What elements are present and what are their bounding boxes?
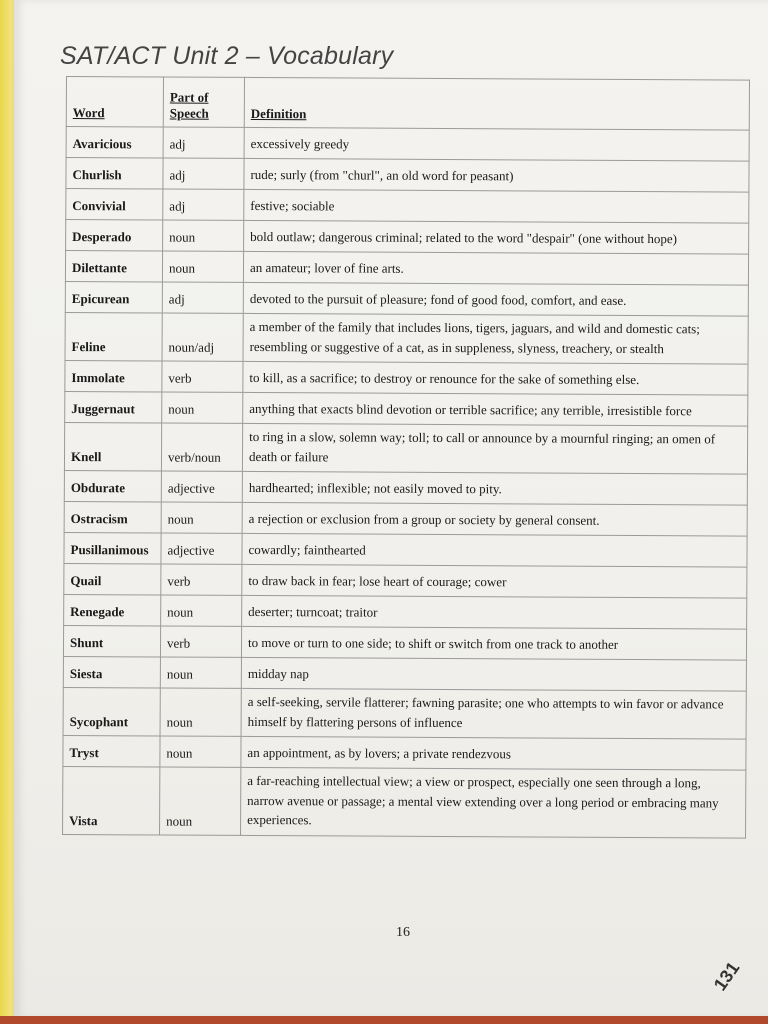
definition: a member of the family that includes lions, tigers, jaguars, and wild and domestic cats; resembling or suggestive of a cat, as in suppleness, slyness, treachery, or stealth [243, 313, 748, 364]
table-row [64, 422, 747, 474]
table-row [63, 766, 746, 837]
vocab-word: Juggernaut [65, 391, 162, 423]
part-of-speech: adj [163, 189, 244, 220]
definition: a far-reaching intellectual view; a view or prospect, especially one seen through a long, narrow avenue or passage; a mental view extending over a long period or embracing many experiences. [241, 767, 746, 837]
vocab-word: Feline [65, 312, 162, 361]
vocab-word: Knell [64, 422, 161, 471]
vocab-word: Tryst [63, 735, 160, 767]
part-of-speech: noun [160, 767, 241, 835]
vocab-word: Dilettante [65, 251, 162, 283]
part-of-speech: adj [162, 282, 243, 313]
part-of-speech: noun [163, 220, 244, 251]
definition: cowardly; fainthearted [242, 533, 747, 567]
vocab-word: Convivial [66, 189, 163, 221]
definition: devoted to the pursuit of pleasure; fond of good food, comfort, and ease. [243, 282, 748, 316]
part-of-speech: adjective [161, 533, 242, 564]
definition: excessively greedy [244, 127, 749, 161]
table-row [64, 563, 747, 598]
part-of-speech: noun [161, 595, 242, 626]
vocab-word: Sycophant [63, 687, 160, 736]
table-row [65, 251, 748, 286]
table-row [65, 360, 748, 395]
vocab-word: Vista [63, 766, 160, 834]
table-row [63, 656, 746, 691]
page-title: SAT/ACT Unit 2 – Vocabulary [60, 42, 394, 70]
definition: an appointment, as by lovers; a private rendezvous [241, 736, 746, 770]
vocab-word: Avaricious [66, 127, 163, 159]
vocab-word: Quail [64, 563, 161, 595]
table-edge [0, 1016, 768, 1024]
part-of-speech: verb [160, 626, 241, 657]
table-row [65, 312, 748, 364]
part-of-speech: noun [162, 392, 243, 423]
part-of-speech: noun [162, 251, 243, 282]
header-word: Word [66, 77, 163, 128]
part-of-speech: verb [162, 361, 243, 392]
table-row [63, 735, 746, 770]
vocab-word: Obdurate [64, 470, 161, 502]
part-of-speech: noun [160, 657, 241, 688]
part-of-speech: noun/adj [162, 313, 243, 361]
part-of-speech: verb/noun [161, 423, 242, 471]
table-row [66, 220, 749, 255]
definition: a rejection or exclusion from a group or society by general consent. [242, 502, 747, 536]
definition: midday nap [241, 657, 746, 691]
header-definition: Definition [244, 77, 749, 130]
table-row [66, 127, 749, 162]
vocabulary-table [62, 76, 750, 838]
page-number: 16 [396, 925, 410, 940]
definition: to move or turn to one side; to shift or switch from one track to another [241, 626, 746, 660]
definition: hardhearted; inflexible; not easily moved to pity. [242, 471, 747, 505]
definition: anything that exacts blind devotion or terrible sacrifice; any terrible, irresistible force [243, 392, 748, 426]
definition: rude; surly (from "churl", an old word for peasant) [244, 158, 749, 192]
part-of-speech: adj [163, 158, 244, 189]
vocab-word: Churlish [66, 158, 163, 190]
definition: festive; sociable [244, 189, 749, 223]
vocab-word: Desperado [66, 220, 163, 252]
handwritten-mark: 131 [709, 958, 744, 995]
definition: bold outlaw; dangerous criminal; related to the word "despair" (one without hope) [244, 220, 749, 254]
header-part-of-speech: Part of Speech [163, 77, 244, 127]
table-row [64, 532, 747, 567]
definition: to draw back in fear; lose heart of courage; cower [242, 564, 747, 598]
definition: to kill, as a sacrifice; to destroy or renounce for the sake of something else. [243, 361, 748, 395]
part-of-speech: adj [163, 127, 244, 158]
definition: an amateur; lover of fine arts. [243, 251, 748, 285]
definition: deserter; turncoat; traitor [242, 595, 747, 629]
vocab-word: Ostracism [64, 501, 161, 533]
table-row [66, 158, 749, 193]
table-row [64, 594, 747, 629]
definition: a self-seeking, servile flatterer; fawning parasite; one who attempts to win favor or advance himself by flattering persons of influence [241, 688, 746, 739]
vocab-word: Immolate [65, 360, 162, 392]
vocab-word: Epicurean [65, 281, 162, 313]
part-of-speech: noun [160, 688, 241, 736]
definition: to ring in a slow, solemn way; toll; to call or announce by a mournful ringing; an omen of death or failure [242, 423, 747, 474]
part-of-speech: noun [160, 736, 241, 767]
part-of-speech: verb [161, 564, 242, 595]
vocab-word: Pusillanimous [64, 532, 161, 564]
table-row [64, 501, 747, 536]
vocab-word: Shunt [63, 625, 160, 657]
part-of-speech: adjective [161, 471, 242, 502]
table-row [65, 391, 748, 426]
vocab-word: Siesta [63, 656, 160, 688]
table-row [63, 687, 746, 739]
part-of-speech: noun [161, 502, 242, 533]
table-row [63, 625, 746, 660]
table-row [66, 189, 749, 224]
vocab-word: Renegade [64, 594, 161, 626]
table-row [64, 470, 747, 505]
table-row [65, 281, 748, 316]
